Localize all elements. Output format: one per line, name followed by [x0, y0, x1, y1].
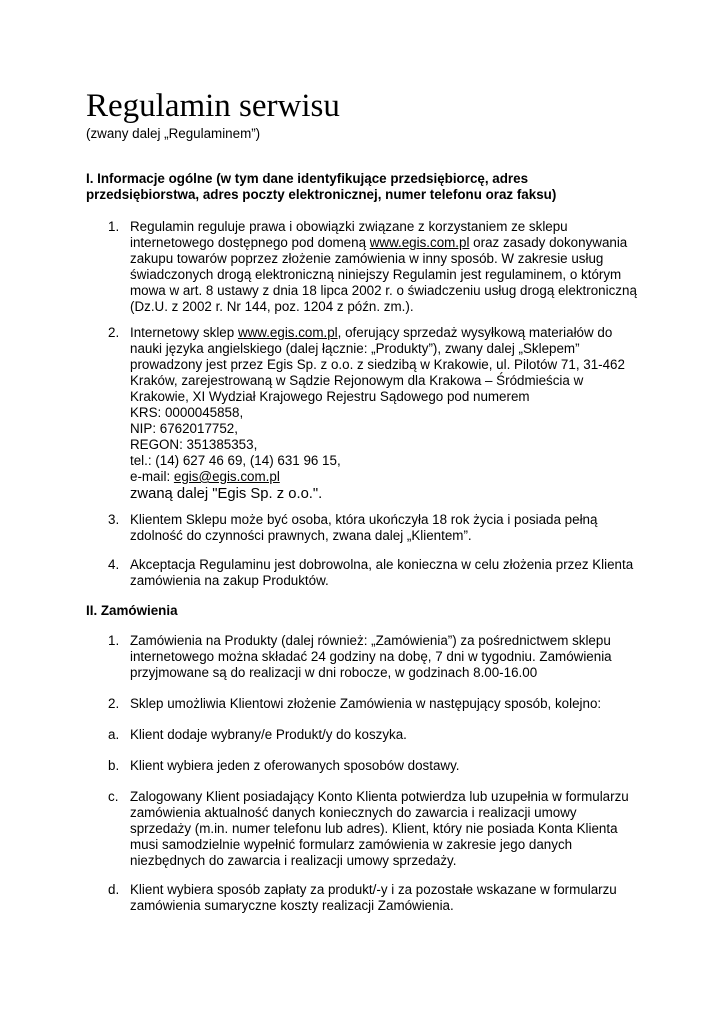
- list-item: [86, 696, 646, 712]
- item-text: zamówienia sumaryczne koszty realizacji Zamówienia.: [130, 898, 454, 913]
- egis-website-link[interactable]: www.egis.com.pl: [237, 325, 338, 340]
- list-item: [86, 633, 646, 681]
- phone-numbers: tel.: (14) 627 46 69, (14) 631 96 15,: [130, 453, 341, 468]
- list-marker: 1.: [108, 219, 120, 234]
- list-item: [86, 557, 646, 589]
- section-2-heading: II. Zamówienia: [86, 603, 178, 618]
- list-item: [86, 727, 646, 743]
- item-text: świadczonych drogą elektroniczną niniejszy Regulamin jest regulaminem, o którym: [130, 267, 622, 282]
- item-text-part: Internetowy sklep: [130, 325, 238, 340]
- item-text: Akceptacja Regulaminu jest dobrowolna, ale konieczna w celu złożenia przez Klienta: [130, 557, 634, 572]
- item-text: nauki języka angielskiego (dalej łącznie: „Produkty”), zwany dalej „Sklepem”: [130, 341, 580, 356]
- list-item: [86, 882, 646, 914]
- page-title: Regulamin serwisu: [86, 88, 340, 124]
- email-line: [130, 469, 650, 485]
- list-marker: 2.: [108, 325, 120, 340]
- item-text: mowa w art. 8 ustawy z dnia 18 lipca 2002 r. o świadczeniu usług drogą elektroniczną: [130, 283, 637, 298]
- krs-number: KRS: 0000045858,: [130, 405, 244, 420]
- item-text: niezbędnych do zawarcia i realizacji umowy sprzedaży.: [130, 853, 457, 868]
- item-text: zakupu towarów poprzez złożenie zamówienia w inny sposób. W zakresie usług: [130, 251, 604, 266]
- item-text-part: oraz zasady dokonywania: [469, 235, 628, 250]
- item-text: [130, 325, 650, 341]
- item-text: [130, 235, 650, 251]
- item-text: Klient wybiera jeden z oferowanych sposobów dostawy.: [130, 758, 460, 773]
- item-text: Krakowie, XI Wydział Krajowego Rejestru Sądowego pod numerem: [130, 389, 530, 404]
- nip-number: NIP: 6762017752,: [130, 421, 238, 436]
- list-marker: a.: [108, 727, 120, 742]
- list-item: [86, 758, 646, 774]
- email-label: e-mail:: [130, 469, 174, 484]
- list-item: [86, 512, 646, 544]
- item-text-part: internetowego dostępnego pod domeną: [130, 235, 370, 250]
- item-text: prowadzony jest przez Egis Sp. z o.o. z siedzibą w Krakowie, ul. Pilotów 71, 31-462: [130, 357, 625, 372]
- list-marker: 1.: [108, 633, 120, 648]
- item-text: sprzedaży (m.in. numer telefonu lub adres). Klient, który nie posiada Konta Klienta: [130, 821, 618, 836]
- item-text: zwaną dalej "Egis Sp. z o.o.".: [130, 486, 323, 502]
- item-text-part: , oferujący sprzedaż wysyłkową materiałów do: [337, 325, 613, 340]
- item-text: Kraków, zarejestrowaną w Sądzie Rejonowym dla Krakowa – Śródmieścia w: [130, 373, 584, 388]
- section-1-heading: [86, 171, 656, 203]
- regon-number: REGON: 351385353,: [130, 437, 258, 452]
- item-text: Zalogowany Klient posiadający Konto Klienta potwierdza lub uzupełnia w formularzu: [130, 789, 629, 804]
- item-text: (Dz.U. z 2002 r. Nr 144, poz. 1204 z późn. zm.).: [130, 299, 414, 314]
- page-subtitle: (zwany dalej „Regulaminem”): [86, 126, 261, 141]
- item-text: internetowego można składać 24 godziny na dobę, 7 dni w tygodniu. Zamówienia: [130, 649, 612, 664]
- item-text: przyjmowane są do realizacji w dni robocze, w godzinach 8.00-16.00: [130, 665, 538, 680]
- section-1-heading-line: I. Informacje ogólne (w tym dane identyfikujące przedsiębiorcę, adres: [86, 171, 529, 186]
- list-marker: 4.: [108, 557, 120, 572]
- list-item: [86, 219, 646, 315]
- item-text: Klient dodaje wybrany/e Produkt/y do koszyka.: [130, 727, 407, 742]
- item-text: Klient wybiera sposób zapłaty za produkt/-y i za pozostałe wskazane w formularzu: [130, 882, 617, 897]
- list-item: [86, 789, 646, 869]
- item-text: musi samodzielnie wypełnić formularz zamówienia w zakresie jego danych: [130, 837, 573, 852]
- item-text: Sklep umożliwia Klientowi złożenie Zamówienia w następujący sposób, kolejno:: [130, 696, 602, 711]
- item-text: Regulamin reguluje prawa i obowiązki związane z korzystaniem ze sklepu: [130, 219, 568, 234]
- list-item: [86, 325, 646, 503]
- list-marker: b.: [108, 758, 120, 773]
- section-1-heading-line: przedsiębiorstwa, adres poczty elektronicznej, numer telefonu oraz faksu): [86, 187, 557, 202]
- list-marker: d.: [108, 882, 120, 897]
- list-marker: c.: [108, 789, 119, 804]
- item-text: zamówienia aktualność danych koniecznych do zawarcia i realizacji umowy: [130, 805, 577, 820]
- item-text: Zamówienia na Produkty (dalej również: „Zamówienia”) za pośrednictwem sklepu: [130, 633, 611, 648]
- list-marker: 2.: [108, 696, 120, 711]
- item-text: zamówienia na zakup Produktów.: [130, 573, 329, 588]
- list-marker: 3.: [108, 512, 120, 527]
- egis-website-link[interactable]: www.egis.com.pl: [369, 235, 470, 250]
- email-link[interactable]: egis@egis.com.pl: [173, 469, 280, 484]
- item-text: Klientem Sklepu może być osoba, która ukończyła 18 rok życia i posiada pełną: [130, 512, 598, 527]
- item-text: zdolność do czynności prawnych, zwana dalej „Klientem”.: [130, 528, 472, 543]
